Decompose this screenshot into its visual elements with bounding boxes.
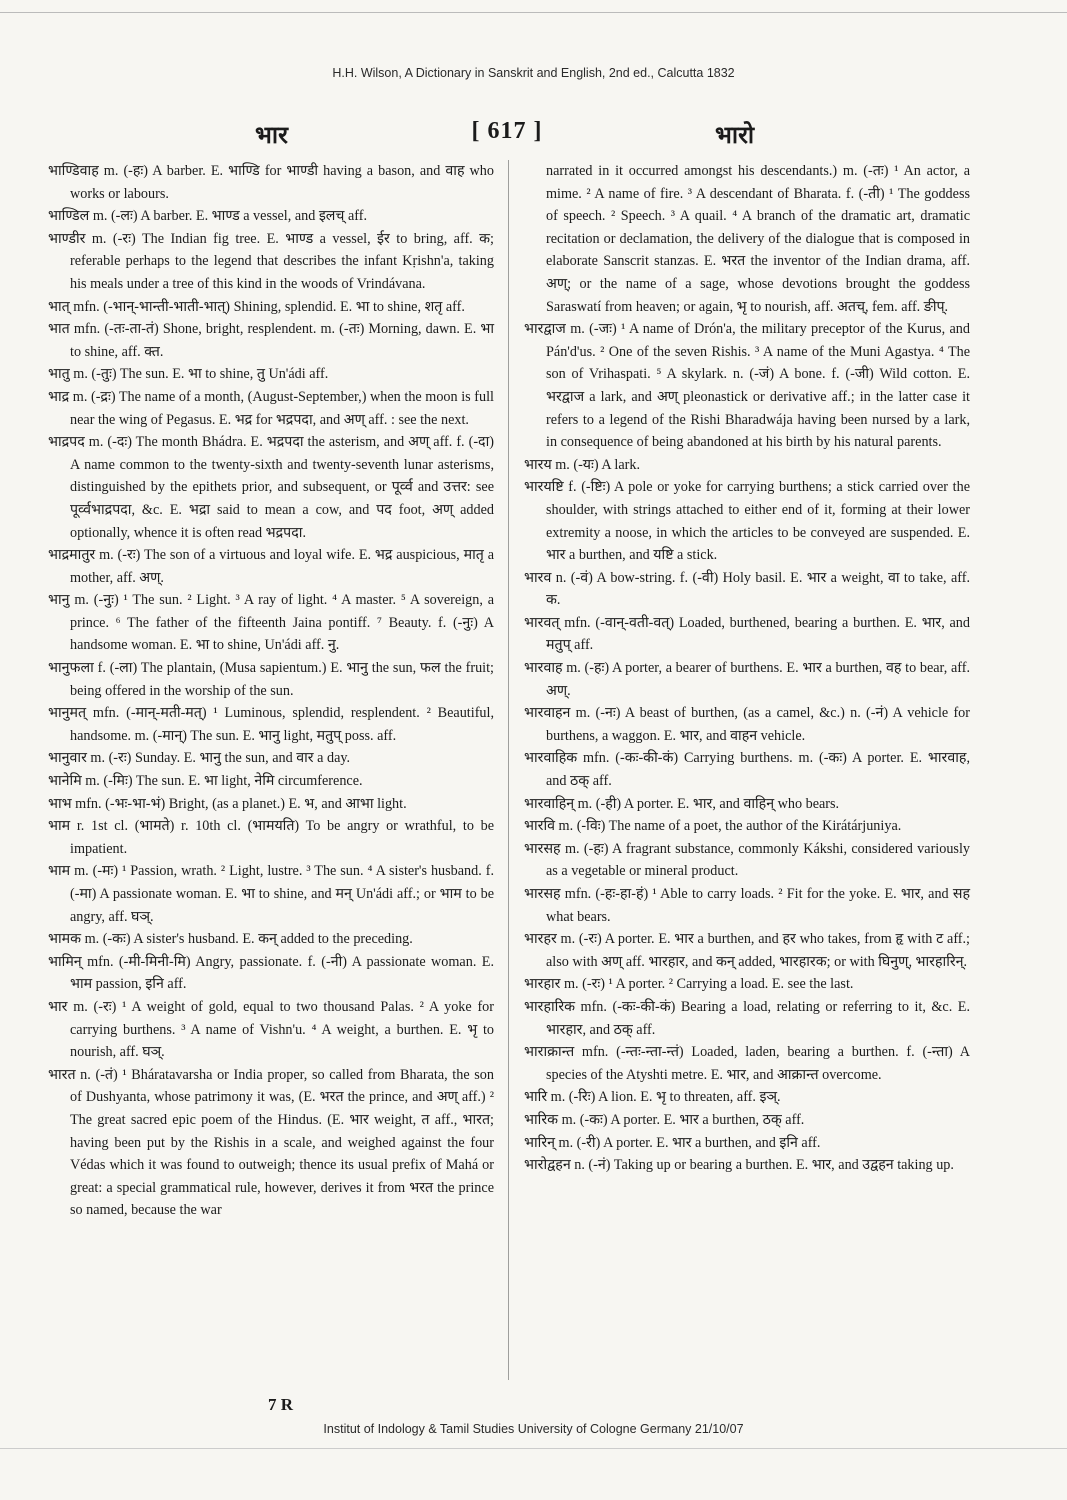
dictionary-entry: भारहर m. (-रः) A porter. E. भार a burthen, and हर who takes, from हृ with ट aff.; also with अण् aff. भारहार, and कन् added, भारहारक; or with घिनुण्, भारहारिन्.: [524, 931, 970, 970]
dictionary-entry: भाण्डिल m. (-लः) A barber. E. भाण्ड a vessel, and इलच् aff.: [48, 208, 368, 225]
dictionary-entry: भारव n. (-वं) A bow-string. f. (-वी) Holy basil. E. भार a weight, वा to take, aff. क.: [524, 569, 970, 609]
dictionary-entry: भानु m. (-नुः) ¹ The sun. ² Light. ³ A ray of light. ⁴ A master. ⁵ A sovereign, a prince. ⁶ The father of the fifteenth Jaina pontiff. ⁷ Beauty. f. (-नुः) A handsome woman. E. भा to shine, Un'ádi aff. नु.: [48, 592, 494, 654]
dictionary-entry: भारत n. (-तं) ¹ Bháratavarsha or India proper, so called from Bharata, the son of Dushyanta, whose patrimony it was, (E. भरत the prince, and अण् aff.) ² The great sacred epic poem of the Hindus. (E. भार weight, त aff., भारत; having been put by the Rishis in a scale, and weighed against the four Védas which it was found to outweigh; thence its usual prefix of Mahá or great: a special grammatical rule, however, derives it from भरत the prince so named, because the war: [48, 1066, 494, 1219]
dictionary-entry: भारसह m. (-हः) A fragrant substance, commonly Kákshi, considered variously as a vegetable or mineral product.: [524, 840, 970, 880]
dictionary-entry: भाद्रपद m. (-दः) The month Bhádra. E. भद्रपदा the asterism, and अण् aff. f. (-दा) A name common to the twenty-sixth and twenty-seventh lunar asterisms, distinguished by the epithets prior, and subsequent, or पूर्व्व and उत्तर: see पूर्व्वभाद्रपदा, &c. E. भद्रा said to mean a cow, and पद foot, अण् added optionally, whence it is often read भद्रपदा.: [48, 434, 494, 541]
dictionary-entry: भारयष्टि f. (-ष्टिः) A pole or yoke for carrying burthens; a stick carried over the shoulder, with strings attached to either end of it, forming at their lower extremity a noose, in which the articles to be conveyed are suspended. E. भार a burthen, and यष्टि a stick.: [524, 479, 970, 564]
dictionary-entry: भाम m. (-मः) ¹ Passion, wrath. ² Light, lustre. ³ The sun. ⁴ A sister's husband. f. (-मा) A passionate woman. E. भा to shine, and मन् Un'ádi aff.; or भाम to be angry, aff. घञ्.: [48, 863, 494, 925]
dictionary-entry: भानुमत् mfn. (-मान्-मती-मत्) ¹ Luminous, splendid, resplendent. ² Beautiful, handsome. m. (-मान्) The sun. E. भानु light, मतुप् poss. aff.: [48, 705, 494, 744]
scan-top-edge: [0, 12, 1067, 13]
source-reference: H.H. Wilson, A Dictionary in Sanskrit and English, 2nd ed., Calcutta 1832: [332, 66, 735, 80]
dictionary-entry: भारवाहिन् m. (-ही) A porter. E. भार, and वाहिन् who bears.: [524, 795, 840, 812]
dictionary-entry: भारोद्वहन n. (-नं) Taking up or bearing a burthen. E. भार, and उद्वहन taking up.: [524, 1157, 954, 1174]
dictionary-entry: भारद्वाज m. (-जः) ¹ A name of Drón'a, the military preceptor of the Kurus, and Pán'd'us. ² One of the seven Rishis. ³ A name of the Muni Agastya. ⁴ The son of Vrihaspati. ⁵ A skylark. n. (-जं) A bone. f. (-जी) Wild cotton. E. भरद्वाज a lark, and अण् pleonastick or derivative aff.; in the latter case it refers to a legend of the Rishi Bharadwája having been nursed by a lark, in consequence of being abandoned at his birth by his natural parents.: [524, 321, 970, 451]
left-column: [48, 160, 494, 1222]
dictionary-entry: भारिक m. (-कः) A porter. E. भार a burthen, ठक् aff.: [524, 1111, 805, 1128]
page-number: [ 617 ]: [471, 118, 543, 144]
running-head-right: भारो: [715, 123, 755, 149]
dictionary-entry: भानेमि m. (-मिः) The sun. E. भा light, नेमि circumference.: [48, 773, 363, 790]
scan-bottom-edge: [0, 1448, 1067, 1449]
dictionary-entry: narrated in it occurred amongst his descendants.) m. (-तः) ¹ An actor, a mime. ² A name of fire. ³ A descendant of Bharata. f. (-ती) ¹ The goddess of speech. ² Speech. ³ A quail. ⁴ A branch of the dramatic art, dramatic recitation or declamation, the delivery of the dialogue that is composed in elaborate Sanscrit stanzas. E. भरत the inventor of the Indian drama, aff. अण्; or the name of a sage, whose devotions brought the goddess Saraswatí from heaven; or again, भृ to nourish, aff. अतच्, fem. aff. ङीप्.: [546, 163, 970, 315]
dictionary-entry: भामिन् mfn. (-मी-मिनी-मि) Angry, passionate. f. (-नी) A passionate woman. E. भाम passion, इनि aff.: [48, 953, 494, 993]
dictionary-entry: भारसह mfn. (-हः-हा-हं) ¹ Able to carry loads. ² Fit for the yoke. E. भार, and सह what bears.: [524, 886, 970, 925]
dictionary-entry: भातु m. (-तुः) The sun. E. भा to shine, तु Un'ádi aff.: [48, 366, 329, 383]
footer-credit: Institut of Indology & Tamil Studies University of Cologne Germany 21/10/07: [323, 1422, 744, 1436]
signature-mark: 7 R: [268, 1395, 294, 1414]
dictionary-entry: भाम r. 1st cl. (भामते) r. 10th cl. (भामयति) To be angry or wrathful, to be impatient.: [48, 818, 494, 857]
dictionary-entry: भानुफला f. (-ला) The plantain, (Musa sapientum.) E. भानु the sun, फल the fruit; being offered in the worship of the sun.: [48, 660, 494, 699]
running-head-left: भार: [255, 123, 288, 149]
dictionary-entry: भारहारिक mfn. (-कः-की-कं) Bearing a load, relating or referring to it, &c. E. भारहार, and ठक् aff.: [524, 998, 970, 1038]
dictionary-entry: भारिन् m. (-री) A porter. E. भार a burthen, and इनि aff.: [524, 1134, 821, 1151]
column-divider: [508, 160, 509, 1380]
dictionary-entry: भात् mfn. (-भान्-भान्ती-भाती-भात्) Shining, splendid. E. भा to shine, शतृ aff.: [48, 298, 465, 315]
dictionary-entry: भाद्र m. (-द्रः) The name of a month, (August-September,) when the moon is full near the wing of Pegasus. E. भद्र for भद्रपदा, and अण् aff. : see the next.: [48, 388, 494, 428]
dictionary-entry: भार m. (-रः) ¹ A weight of gold, equal to two thousand Palas. ² A yoke for carrying burthens. ³ A name of Vishn'u. ⁴ A weight, a burthen. E. भृ to nourish, aff. घञ्.: [48, 998, 494, 1061]
right-column: [524, 160, 970, 1177]
dictionary-entry: भारवाहन m. (-नः) A beast of burthen, (as a camel, &c.) n. (-नं) A vehicle for burthens, a waggon. E. भार, and वाहन vehicle.: [524, 705, 970, 744]
dictionary-entry: भारहार m. (-रः) ¹ A porter. ² Carrying a load. E. see the last.: [524, 976, 854, 993]
dictionary-entry: भाभ mfn. (-भः-भा-भं) Bright, (as a planet.) E. भ, and आभा light.: [48, 795, 407, 812]
dictionary-entry: भारवाह m. (-हः) A porter, a bearer of burthens. E. भार a burthen, वह to bear, aff. अण्.: [524, 660, 970, 699]
dictionary-entry: भात mfn. (-तः-ता-तं) Shone, bright, resplendent. m. (-तः) Morning, dawn. E. भा to shine, aff. क्त.: [48, 321, 494, 360]
dictionary-entry: भारय m. (-यः) A lark.: [524, 456, 641, 473]
dictionary-entry: भारवाहिक mfn. (-कः-की-कं) Carrying burthens. m. (-कः) A porter. E. भारवाह, and ठक् aff.: [524, 750, 970, 790]
dictionary-entry: भानुवार m. (-रः) Sunday. E. भानु the sun, and वार a day.: [48, 750, 351, 767]
dictionary-entry: भाराक्रान्त mfn. (-न्तः-न्ता-न्तं) Loaded, laden, bearing a burthen. f. (-न्ता) A species of the Atyshti metre. E. भार, and आक्रान्त overcome.: [524, 1044, 970, 1083]
dictionary-entry: भारि m. (-रिः) A lion. E. भृ to threaten, aff. इञ्.: [524, 1089, 781, 1106]
dictionary-entry: भारवत् mfn. (-वान्-वती-वत्) Loaded, burthened, bearing a burthen. E. भार, and मतुप् aff.: [524, 614, 970, 654]
dictionary-entry: भारवि m. (-विः) The name of a poet, the author of the Kirátárjuniya.: [524, 818, 902, 835]
dictionary-entry: भाण्डिवाह m. (-हः) A barber. E. भाण्डि for भाण्डी having a bason, and वाह who works or labours.: [48, 163, 494, 202]
dictionary-entry: भाद्रमातुर m. (-रः) The son of a virtuous and loyal wife. E. भद्र auspicious, मातृ a mother, aff. अण्.: [48, 547, 494, 586]
dictionary-entry: भाण्डीर m. (-रः) The Indian fig tree. E. भाण्ड a vessel, ईर to bring, aff. क; referable perhaps to the legend that describes the infant Kṛishn'a, taking his meals under a tree of this kind in the woods of Vrindávana.: [48, 230, 494, 292]
dictionary-entry: भामक m. (-कः) A sister's husband. E. कन् added to the preceding.: [48, 931, 413, 948]
